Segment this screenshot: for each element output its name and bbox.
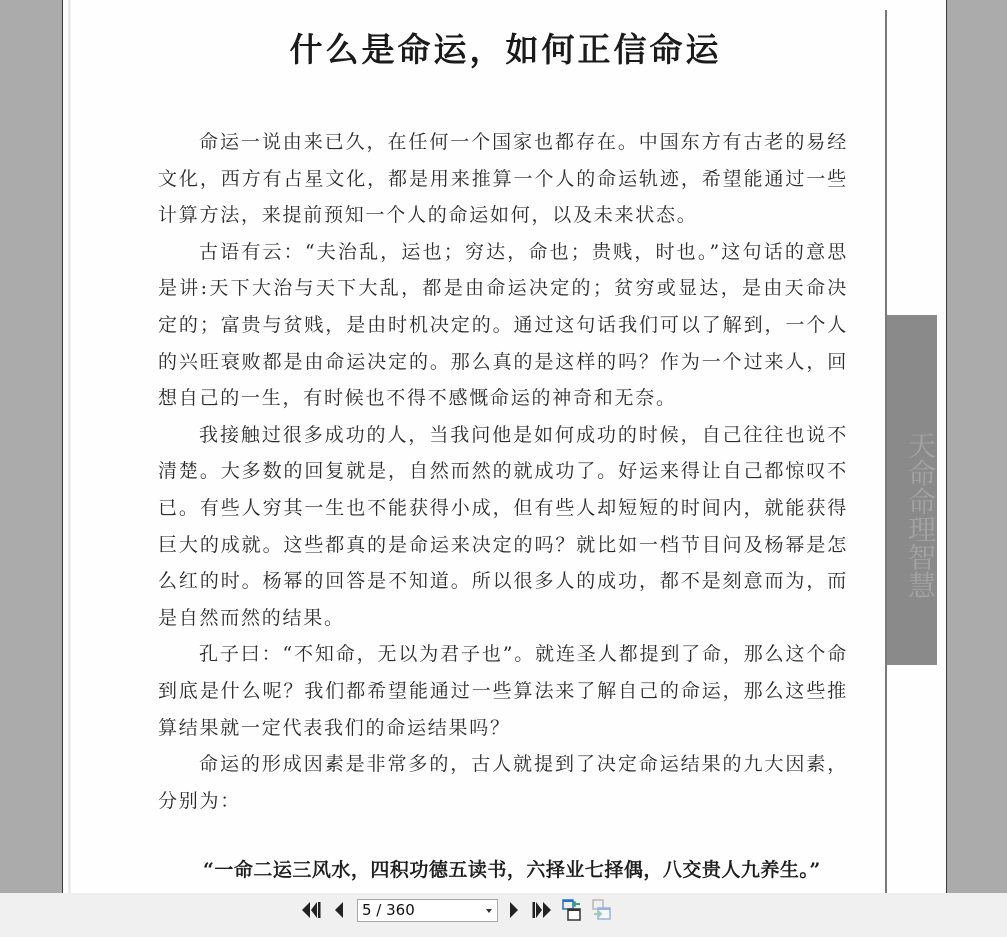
first-page-button[interactable] (298, 898, 324, 922)
next-view-button[interactable] (589, 898, 615, 922)
previous-view-icon (560, 898, 584, 922)
side-band-text: 天命命理智慧 (904, 431, 937, 599)
next-page-button[interactable] (501, 898, 527, 922)
chevron-down-icon[interactable] (486, 909, 492, 913)
previous-page-icon (331, 900, 347, 920)
paragraph: 我接触过很多成功的人，当我问他是如何成功的时候，自己往往也说不清楚。大多数的回复就是，自然而然的就成功了。好运来得让自己都惊叹不已。有些人穷其一生也不能获得小成，但有些人却短短的时间内，就能获得巨大的成就。这些都真的是命运来决定的吗？就比如一档节目问及杨幂是怎么红的时。杨幂的回答是不知道。所以很多人的成功，都不是刻意而为，而是自然而然的结果。 (158, 423, 848, 629)
next-view-icon (590, 898, 614, 922)
quote-line: “一命二运三风水，四积功德五读书，六择业七择偶，八交贵人九养生。” (203, 859, 821, 881)
previous-page-button[interactable] (326, 898, 352, 922)
page-number-dropdown[interactable] (357, 899, 498, 922)
page-scan-edge (68, 0, 71, 893)
pdf-page (62, 0, 947, 893)
paragraph: 古语有云：“夫治乱，运也；穷达，命也；贵贱，时也。”这句话的意思是讲:天下大治与天下大乱，都是由命运决定的；贫穷或显达，是由天命决定的；富贵与贫贱，是由时机决定的。通过这句话我们可以了解到，一个人的兴旺衰败都是由命运决定的。那么真的是这样的吗？作为一个过来人，回想自己的一生，有时候也不得不感慨命运的神奇和无奈。 (158, 240, 848, 410)
previous-view-button[interactable] (559, 898, 585, 922)
paragraph: 命运一说由来已久，在任何一个国家也都存在。中国东方有古老的易经文化，西方有占星文化，都是用来推算一个人的命运轨迹，希望能通过一些计算方法，来提前预知一个人的命运如何，以及未来状态。 (158, 131, 848, 227)
paragraph: 命运的形成因素是非常多的，古人就提到了决定命运结果的九大因素，分别为： (158, 753, 848, 812)
page-body (158, 124, 848, 819)
next-page-icon (506, 900, 522, 920)
page-number-value: 5 / 360 (362, 901, 415, 919)
last-page-icon (531, 900, 553, 920)
last-page-button[interactable] (529, 898, 555, 922)
chapter-side-band (887, 315, 937, 665)
page-title: 什么是命运，如何正信命运 (289, 30, 722, 69)
paragraph: 孔子曰：“不知命，无以为君子也”。就连圣人都提到了命，那么这个命到底是什么呢？我们都希望能通过一些算法来了解自己的命运，那么这些推算结果就一定代表我们的命运结果吗？ (158, 643, 848, 739)
first-page-icon (300, 900, 322, 920)
